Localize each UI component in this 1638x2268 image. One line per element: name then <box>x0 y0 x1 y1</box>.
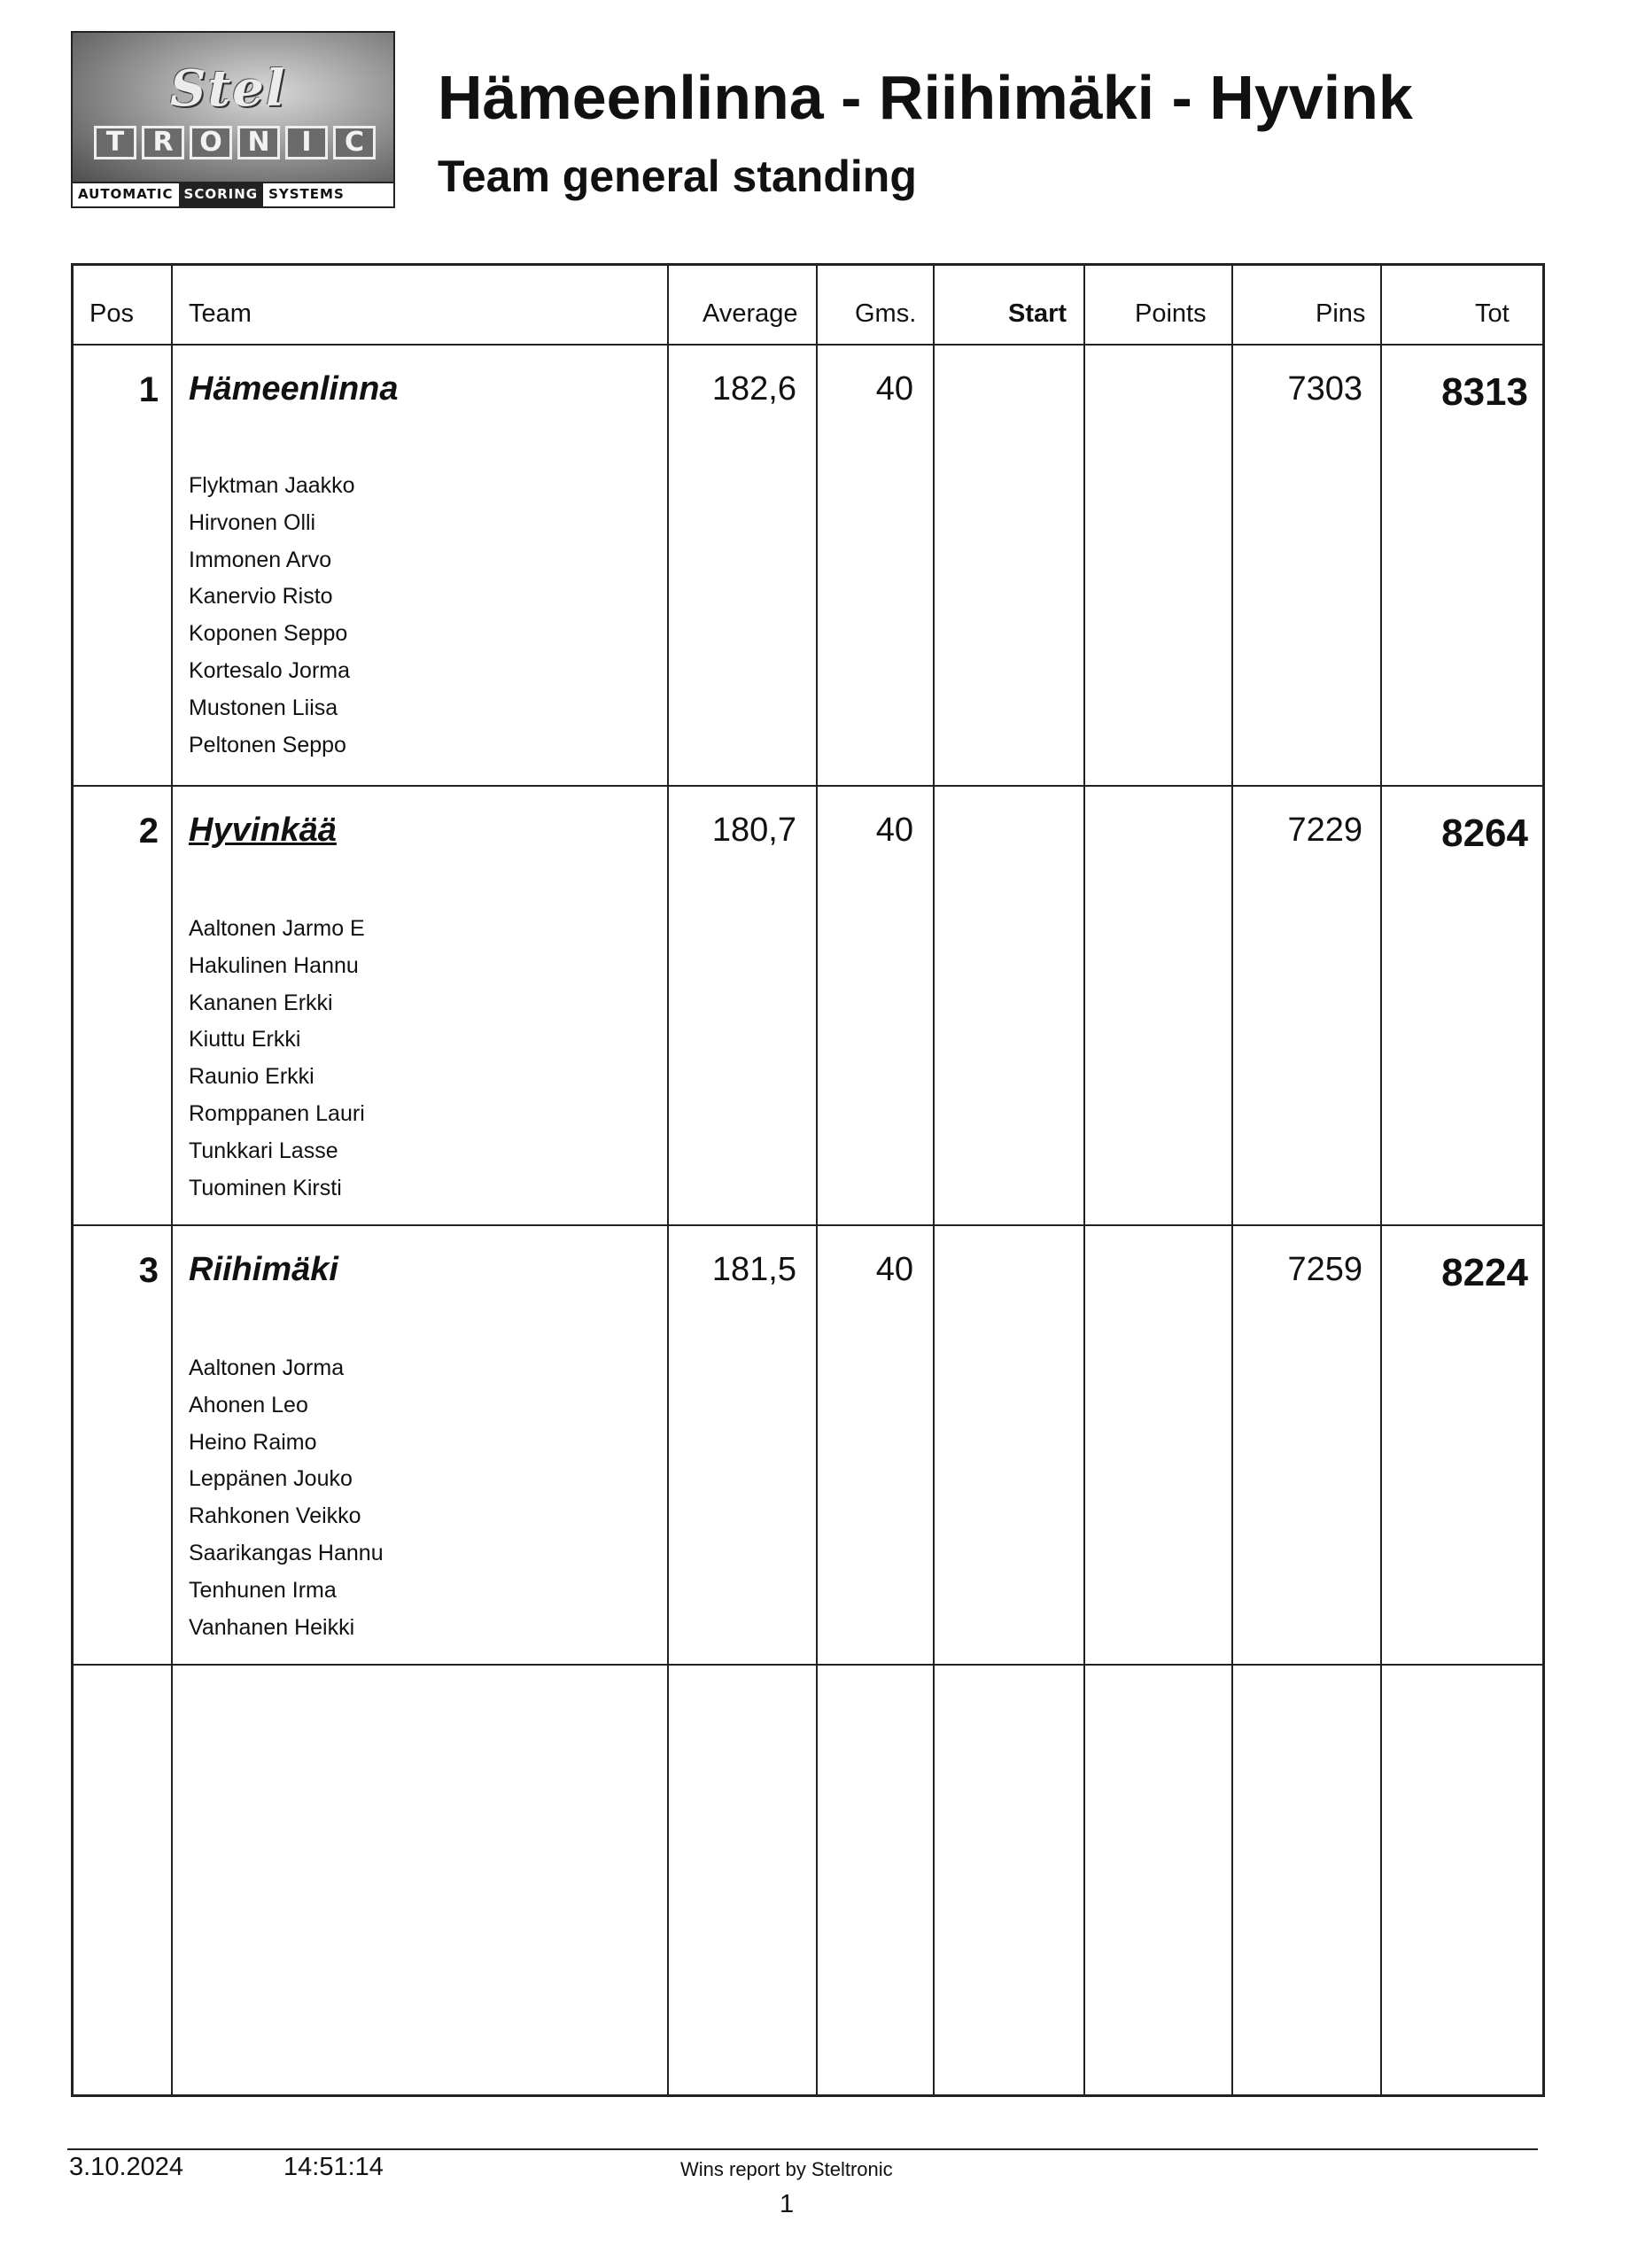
page-title: Hämeenlinna - Riihimäki - Hyvink <box>438 63 1413 132</box>
column-header-games: Gms. <box>855 299 917 328</box>
report-time: 14:51:14 <box>283 2153 384 2181</box>
team-member: Rahkonen Veikko <box>189 1503 361 1529</box>
page-number: 1 <box>780 2190 795 2218</box>
team-member: Kananen Erkki <box>189 990 333 1015</box>
footer-rule <box>67 2148 1538 2150</box>
logo-graphic <box>73 33 393 183</box>
team-average: 180,7 <box>711 812 796 849</box>
team-member: Ahonen Leo <box>189 1392 308 1418</box>
column-header-pos: Pos <box>89 299 134 328</box>
logo-letter: O <box>190 126 232 159</box>
team-members <box>189 468 355 764</box>
team-row <box>74 344 1542 785</box>
logo-letter: N <box>237 126 280 159</box>
page-subtitle: Team general standing <box>438 151 917 201</box>
logo-letter: R <box>142 126 184 159</box>
team-name: Hyvinkää <box>189 812 337 849</box>
logo-tagline-word: SCORING <box>179 182 264 206</box>
logo-tagline <box>73 182 393 206</box>
team-total: 8313 <box>1441 370 1528 414</box>
logo-letter: I <box>285 126 328 159</box>
report-date: 3.10.2024 <box>69 2153 184 2181</box>
team-pins: 7259 <box>1287 1251 1362 1288</box>
column-header-pins: Pins <box>1316 299 1366 328</box>
team-member: Tenhunen Irma <box>189 1577 337 1603</box>
report-credit: Wins report by Steltronic <box>680 2158 893 2180</box>
team-position: 3 <box>138 1251 159 1290</box>
team-pins: 7303 <box>1287 370 1362 408</box>
team-games: 40 <box>875 1251 913 1288</box>
standings-table <box>71 263 1545 2097</box>
row-divider <box>74 1664 1542 1666</box>
team-total: 8224 <box>1441 1251 1528 1294</box>
team-member: Tuominen Kirsti <box>189 1175 342 1200</box>
team-average: 181,5 <box>711 1251 796 1288</box>
team-member: Kortesalo Jorma <box>189 657 351 683</box>
team-member: Leppänen Jouko <box>189 1466 353 1492</box>
team-row <box>74 785 1542 1224</box>
team-member: Hirvonen Olli <box>189 509 316 535</box>
team-name: Riihimäki <box>189 1251 338 1288</box>
logo-letter: T <box>94 126 136 159</box>
team-pins: 7229 <box>1287 812 1362 849</box>
team-member: Kiuttu Erkki <box>189 1027 301 1052</box>
team-member: Saarikangas Hannu <box>189 1540 384 1565</box>
team-row <box>74 1224 1542 1664</box>
team-member: Vanhanen Heikki <box>189 1614 355 1640</box>
team-member: Peltonen Seppo <box>189 732 346 757</box>
team-member: Aaltonen Jarmo E <box>189 916 365 941</box>
column-header-average: Average <box>703 299 798 328</box>
logo-script-text: Stel <box>170 59 287 118</box>
team-member: Hakulinen Hannu <box>189 952 359 978</box>
team-position: 2 <box>138 812 159 850</box>
team-member: Immonen Arvo <box>189 547 332 572</box>
column-header-team: Team <box>189 299 252 328</box>
team-member: Aaltonen Jorma <box>189 1355 345 1380</box>
team-members <box>189 911 365 1207</box>
team-games: 40 <box>875 812 913 849</box>
column-header-points: Points <box>1135 299 1207 328</box>
team-position: 1 <box>138 370 159 409</box>
team-name: Hämeenlinna <box>189 370 399 408</box>
logo-tagline-word: SYSTEMS <box>268 186 345 202</box>
column-header-start: Start <box>1008 299 1067 328</box>
team-member: Romppanen Lauri <box>189 1100 365 1126</box>
team-members <box>189 1350 384 1646</box>
team-member: Raunio Erkki <box>189 1064 314 1090</box>
team-member: Koponen Seppo <box>189 621 348 647</box>
logo-tagline-word: AUTOMATIC <box>78 186 174 202</box>
team-games: 40 <box>875 370 913 408</box>
team-member: Heino Raimo <box>189 1429 317 1455</box>
team-total: 8264 <box>1441 812 1528 855</box>
team-average: 182,6 <box>711 370 796 408</box>
column-header-tot: Tot <box>1475 299 1510 328</box>
team-member: Mustonen Liisa <box>189 695 338 720</box>
steltronic-logo <box>71 31 395 208</box>
logo-letter: C <box>333 126 376 159</box>
team-member: Flyktman Jaakko <box>189 473 355 498</box>
team-member: Kanervio Risto <box>189 584 333 610</box>
logo-letters <box>94 126 376 159</box>
team-member: Tunkkari Lasse <box>189 1138 338 1163</box>
